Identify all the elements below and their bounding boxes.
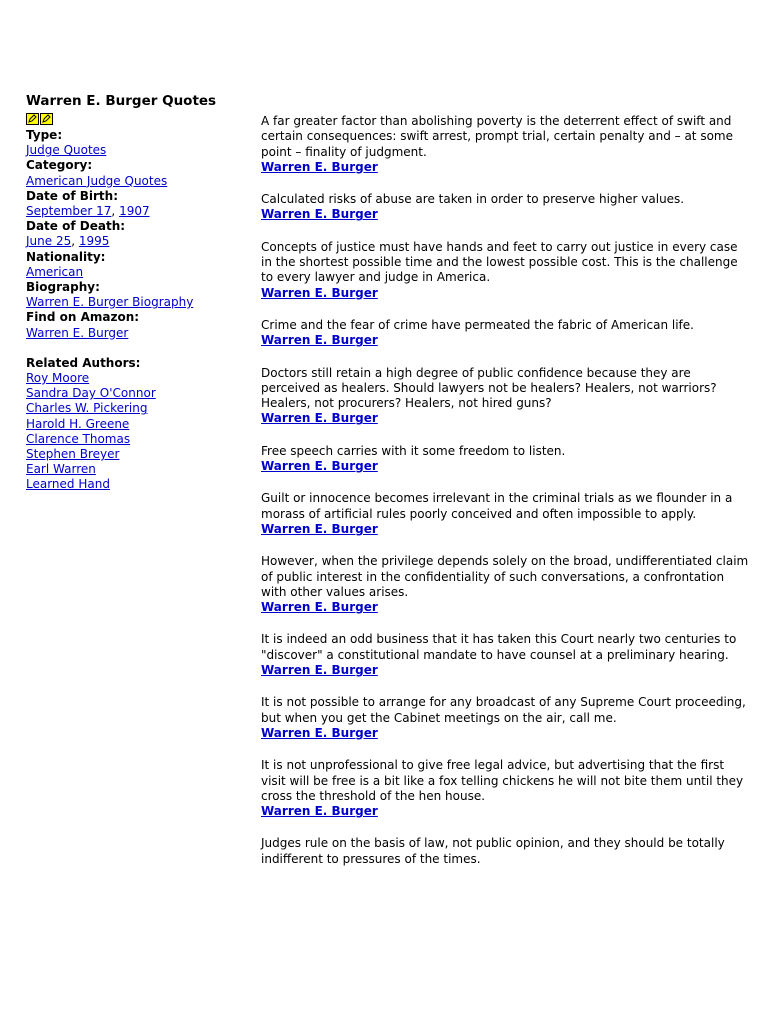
death-label: Date of Death: — [26, 219, 126, 234]
death-date — [26, 234, 241, 249]
category-label: Category: — [26, 158, 93, 173]
quote-author-link[interactable]: Warren E. Burger — [261, 159, 378, 174]
icon-row — [26, 113, 241, 128]
quote-author-link[interactable]: Warren E. Burger — [261, 600, 378, 615]
quote-author-link[interactable]: Warren E. Burger — [261, 411, 378, 426]
pencil-icon[interactable] — [26, 113, 39, 125]
spacer — [26, 341, 241, 356]
amazon-label: Find on Amazon: — [26, 310, 140, 325]
related-authors-list — [26, 371, 241, 493]
quote-item — [261, 318, 751, 349]
quote-item — [261, 240, 751, 301]
related-authors-label: Related Authors: — [26, 355, 141, 370]
related-author-link[interactable]: Learned Hand — [26, 477, 110, 492]
quotes-list — [261, 114, 751, 884]
quote-item — [261, 192, 751, 223]
quote-item — [261, 695, 751, 741]
death-day-link[interactable]: June 25 — [26, 234, 72, 249]
sidebar — [26, 92, 241, 493]
type-link[interactable]: Judge Quotes — [26, 143, 107, 158]
related-author-link[interactable]: Earl Warren — [26, 462, 96, 477]
birth-date — [26, 204, 241, 219]
quote-author-link[interactable]: Warren E. Burger — [261, 333, 378, 348]
quote-text: Calculated risks of abuse are taken in order to preserve higher values. — [261, 192, 685, 207]
birth-year-link[interactable]: 1907 — [119, 204, 150, 219]
quote-text: It is not unprofessional to give free legal advice, but advertising that the first visit will be free is a bit like a fox telling chickens he will not bite them until they cross the threshold of the hen house. — [261, 758, 744, 803]
quote-item — [261, 758, 751, 819]
quote-text: Free speech carries with it some freedom to listen. — [261, 443, 566, 458]
quote-item — [261, 554, 751, 615]
quote-text: It is indeed an odd business that it has taken this Court nearly two centuries to "discover" a constitutional mandate to have counsel at a preliminary hearing. — [261, 632, 737, 662]
biography-link[interactable]: Warren E. Burger Biography — [26, 295, 194, 310]
quote-text: Judges rule on the basis of law, not public opinion, and they should be totally indifferent to pressures of the times. — [261, 836, 725, 866]
nationality-label: Nationality: — [26, 249, 106, 264]
type-label: Type: — [26, 128, 63, 142]
category-link[interactable]: American Judge Quotes — [26, 173, 168, 188]
quote-author-link[interactable]: Warren E. Burger — [261, 804, 378, 819]
biography-label: Biography: — [26, 280, 100, 295]
amazon-link[interactable]: Warren E. Burger — [26, 325, 129, 340]
related-author-link[interactable]: Harold H. Greene — [26, 416, 130, 431]
birth-day-link[interactable]: September 17 — [26, 204, 112, 219]
death-separator: , — [71, 234, 79, 249]
nationality-link[interactable]: American — [26, 264, 84, 279]
quote-item — [261, 632, 751, 678]
related-author-link[interactable]: Charles W. Pickering — [26, 401, 148, 416]
related-author-link[interactable]: Roy Moore — [26, 371, 90, 386]
quote-item — [261, 366, 751, 427]
quote-item — [261, 444, 751, 475]
quote-item — [261, 836, 751, 867]
pencil-icon[interactable] — [40, 113, 53, 125]
death-year-link[interactable]: 1995 — [78, 234, 110, 249]
page-title: Warren E. Burger Quotes — [26, 93, 217, 109]
quote-author-link[interactable]: Warren E. Burger — [261, 459, 378, 474]
quote-text: Crime and the fear of crime have permeated the fabric of American life. — [261, 317, 694, 332]
related-author-link[interactable]: Stephen Breyer — [26, 447, 120, 462]
quote-text: However, when the privilege depends solely on the broad, undifferentiated claim of public interest in the confidentiality of such conversations, a confrontation with other values arises. — [261, 554, 749, 599]
quote-author-link[interactable]: Warren E. Burger — [261, 285, 378, 300]
birth-separator: , — [111, 204, 120, 219]
quote-text: A far greater factor than abolishing poverty is the deterrent effect of swift and certain consequences: swift arrest, prompt trial, certain penalty and – at some point – finality of judgment. — [261, 114, 733, 159]
birth-label: Date of Birth: — [26, 188, 119, 203]
quote-author-link[interactable]: Warren E. Burger — [261, 207, 378, 222]
quote-author-link[interactable]: Warren E. Burger — [261, 521, 378, 536]
quote-item — [261, 491, 751, 537]
quote-text: Concepts of justice must have hands and feet to carry out justice in every case in the shortest possible time and the lowest possible cost. This is the challenge to every lawyer and judge in America. — [261, 239, 738, 285]
quote-text: Doctors still retain a high degree of public confidence because they are perceived as healers. Should lawyers not be healers? Healers, not warriors? Healers, not procurers? Healers, not hired guns? — [261, 365, 717, 411]
related-author-link[interactable]: Sandra Day O'Connor — [26, 386, 156, 401]
quote-item — [261, 114, 751, 175]
quote-text: Guilt or innocence becomes irrelevant in the criminal trials as we flounder in a morass of artificial rules poorly conceived and often impossible to apply. — [261, 491, 733, 521]
quote-author-link[interactable]: Warren E. Burger — [261, 725, 378, 740]
quote-author-link[interactable]: Warren E. Burger — [261, 663, 378, 678]
quote-text: It is not possible to arrange for any broadcast of any Supreme Court proceeding, but when you get the Cabinet meetings on the air, call me. — [261, 695, 746, 725]
related-author-link[interactable]: Clarence Thomas — [26, 431, 131, 446]
